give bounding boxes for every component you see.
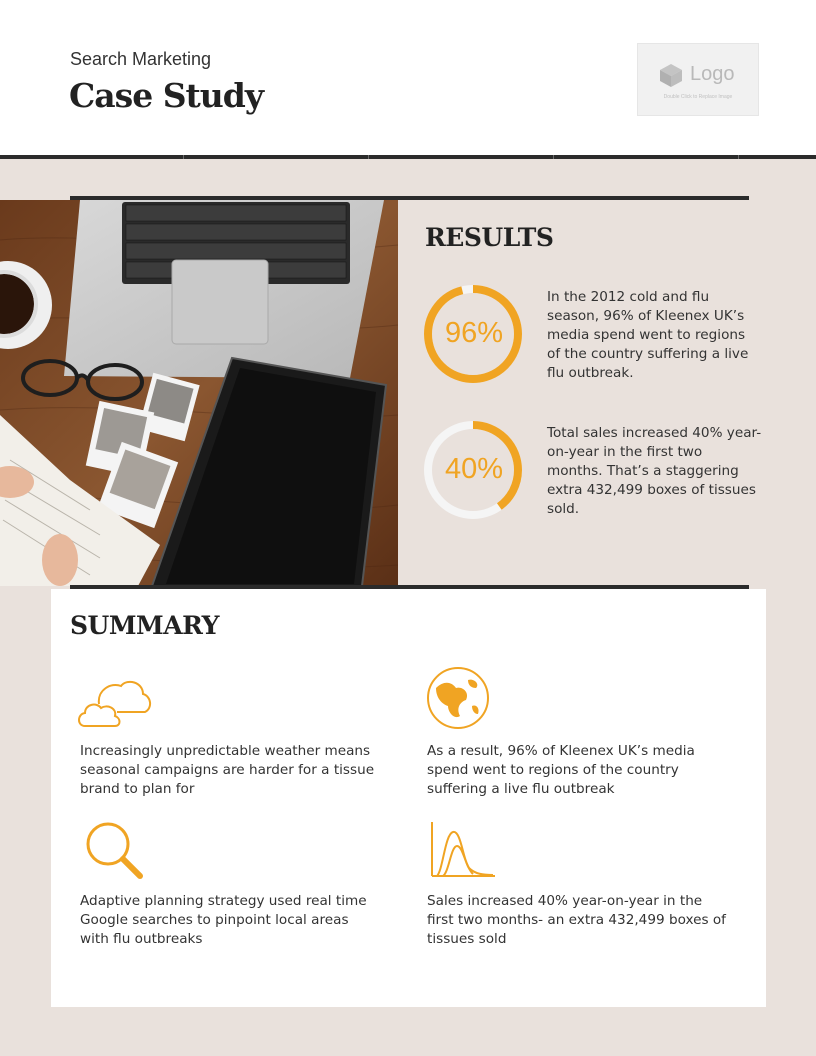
result-text: In the 2012 cold and flu season, 96% of Kleenex UK’s media spend went to regions of the country suffering a live flu outbreak. — [547, 289, 749, 381]
summary-text: As a result, 96% of Kleenex UK’s media spend went to regions of the country suffering a live flu outbreak — [427, 743, 695, 797]
bell-curve-chart-icon — [429, 820, 497, 880]
globe-icon — [426, 666, 490, 730]
page-subtitle: Search Marketing — [70, 49, 212, 69]
summary-heading: SUMMARY — [70, 611, 219, 640]
logo-text: Logo — [690, 63, 735, 85]
cube-icon — [658, 62, 684, 88]
summary-text: Adaptive planning strategy used real time Google searches to pinpoint local areas with flu outbreaks — [80, 893, 367, 947]
logo-placeholder[interactable] — [637, 43, 759, 116]
divider-tick — [183, 155, 184, 159]
percent-label: 40% — [444, 453, 504, 485]
page-title: Case Study — [69, 76, 264, 115]
percent-label: 96% — [444, 317, 504, 349]
logo-hint: Double Click to Replace Image — [663, 94, 733, 100]
magnifier-icon — [84, 820, 146, 882]
divider-tick — [368, 155, 369, 159]
summary-text: Sales increased 40% year-on-year in the first two months- an extra 432,499 boxes of tissues sold — [427, 893, 726, 947]
results-heading: RESULTS — [425, 223, 554, 252]
divider-tick — [553, 155, 554, 159]
divider-tick — [738, 155, 739, 159]
header-divider — [0, 155, 816, 159]
header — [0, 0, 816, 155]
summary-text: Increasingly unpredictable weather means seasonal campaigns are harder for a tissue brand to plan for — [80, 743, 375, 797]
cloud-icon — [77, 678, 153, 730]
result-text: Total sales increased 40% year-on-year in the first two months. That’s a staggering extra 432,499 boxes of tissues sold. — [547, 425, 762, 517]
desk-photo — [0, 200, 398, 586]
